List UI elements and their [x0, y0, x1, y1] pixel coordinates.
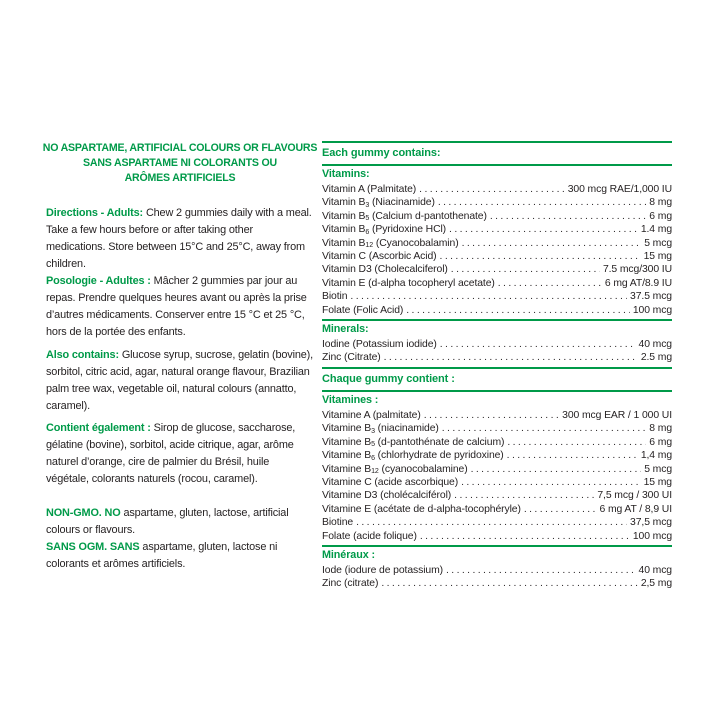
row-leader-dots	[507, 436, 646, 449]
row-value: 37.5 mcg	[630, 291, 672, 303]
row-name: Iodine (Potassium iodide)	[322, 339, 437, 351]
row-leader-dots	[419, 183, 565, 196]
left-column	[42, 141, 318, 573]
row-value: 1.4 mg	[640, 224, 672, 236]
row-name: Vitamine D3 (cholécalciférol)	[322, 490, 452, 502]
table-row	[322, 290, 672, 303]
row-value: 37,5 mcg	[630, 517, 672, 529]
row-leader-dots	[462, 237, 642, 250]
row-value: 5 mcg	[644, 463, 672, 475]
row-name: Vitamine C (acide ascorbique)	[322, 476, 459, 488]
row-name: Vitamin A (Palmitate)	[322, 184, 417, 195]
row-value: 6 mg AT / 8,9 UI	[599, 503, 672, 515]
row-name: Folate (acide folique)	[322, 530, 417, 542]
section-header: Minerals:	[322, 323, 369, 336]
row-leader-dots	[461, 476, 641, 489]
row-name: Biotine	[322, 517, 354, 529]
table-row	[322, 449, 672, 462]
panel-title: Each gummy contains:	[322, 147, 441, 159]
row-name: Vitamine $B_6$ (chlorhydrate de pyridoxine)	[322, 450, 504, 462]
table-row	[322, 277, 672, 290]
row-name: Folate (Folic Acid)	[322, 304, 404, 316]
row-name: Vitamin $B_6$ (Pyridoxine HCl)	[322, 224, 447, 236]
row-value: 7,5 mcg / 300 UI	[597, 490, 672, 502]
section-header: Vitamins:	[322, 168, 370, 180]
row-leader-dots	[381, 577, 637, 590]
section-rows	[322, 337, 672, 367]
table-row	[322, 183, 672, 196]
row-name: Vitamine E (acétate de d-alpha-tocophéryle)	[322, 503, 521, 515]
table-row	[322, 577, 672, 590]
table-row	[322, 409, 672, 422]
row-value: 300 mcg EAR / 1 000 UI	[562, 409, 672, 421]
row-leader-dots	[507, 449, 638, 462]
row-leader-dots	[440, 338, 636, 351]
directions-fr-paragraph	[46, 273, 314, 341]
table-row	[322, 436, 672, 449]
row-name: Biotin	[322, 291, 348, 303]
row-leader-dots	[454, 489, 594, 502]
no-aspartame-headline	[42, 141, 318, 186]
row-name: Vitamine $B_5$ (d-pantothénate de calcium)	[322, 436, 505, 449]
row-value: 2,5 mg	[640, 578, 672, 590]
table-row	[322, 237, 672, 250]
row-name: Zinc (Citrate)	[322, 352, 381, 364]
row-value: 6 mg	[649, 210, 672, 222]
paragraph-lead: SANS OGM. SANS	[46, 541, 140, 553]
row-value: 100 mcg	[632, 530, 672, 542]
row-value: 7.5 mcg/300 IU	[602, 264, 672, 276]
table-row	[322, 422, 672, 435]
row-leader-dots	[449, 223, 638, 236]
table-row	[322, 250, 672, 263]
row-leader-dots	[524, 503, 597, 516]
paragraph-lead: Directions - Adults:	[46, 207, 144, 219]
paragraph-lead: Contient également :	[46, 422, 151, 434]
directions-en-paragraph	[46, 205, 314, 273]
row-value: 8 mg	[649, 197, 672, 209]
row-value: 15 mg	[643, 251, 672, 263]
section-rows	[322, 408, 672, 545]
section-header: Minéraux :	[322, 548, 375, 561]
row-value: 1,4 mg	[640, 450, 672, 462]
table-row	[322, 530, 672, 543]
paragraph-lead: NON-GMO. NO	[46, 507, 121, 519]
row-name: Vitamine $B_{12}$ (cyanocobalamine)	[322, 463, 468, 476]
table-row	[322, 476, 672, 489]
row-value: 6 mg AT/8.9 IU	[604, 277, 672, 289]
row-value: 15 mg	[643, 476, 672, 488]
headline-line-fr-1: SANS ASPARTAME NI COLORANTS OU	[83, 157, 277, 169]
row-value: 40 mcg	[638, 339, 672, 351]
row-name: Vitamin C (Ascorbic Acid)	[322, 251, 437, 263]
paragraph-text: Glucose syrup, sucrose, gelatin (bovine), sorbitol, citric acid, agar, natural orange flavour, Brazilian palm tree wax, vegetable oil, natural colours (annatto, caramel).	[46, 349, 314, 412]
paragraph-text: Sirop de glucose, saccharose, gélatine (bovine), sorbitol, acide citrique, agar, arôme naturel d’orange, cire de palmier du Brésil, huile végétale, colorants naturels (rocou, caramel).	[46, 422, 296, 485]
table-row	[322, 516, 672, 529]
row-name: Vitamin $B_3$ (Niacinamide)	[322, 197, 435, 209]
contient-egalement-paragraph	[46, 420, 314, 488]
row-leader-dots	[498, 277, 602, 290]
row-value: 40 mcg	[638, 564, 672, 576]
paragraph-text: aspartame, gluten, lactose ni colorants et arômes artificiels.	[46, 541, 278, 570]
table-row	[322, 196, 672, 209]
headline-line-fr-2: ARÔMES ARTIFICIELS	[124, 172, 236, 184]
row-leader-dots	[384, 351, 638, 364]
table-row	[322, 338, 672, 351]
panel-title: Chaque gummy contient :	[322, 372, 455, 385]
paragraph-text: Chew 2 gummies daily with a meal. Take a few hours before or after taking other medications. Store between 15°C and 25°C, away from children.	[46, 207, 312, 270]
headline-line-en: NO ASPARTAME, ARTIFICIAL COLOURS OR FLAVOURS	[42, 142, 318, 154]
table-row	[322, 489, 672, 502]
also-contains-paragraph	[46, 347, 314, 415]
section-rows	[322, 182, 672, 319]
paragraph-text: Mâcher 2 gummies par jour au repas. Prendre quelques heures avant ou après la prise d’autres médicaments. Conserver entre 15 °C et 25 °C, hors de la portée des enfants.	[46, 275, 307, 338]
row-name: Vitamin D3 (Cholecalciferol)	[322, 264, 448, 276]
row-leader-dots	[438, 196, 646, 209]
row-value: 5 mcg	[644, 237, 672, 249]
table-row	[322, 263, 672, 276]
row-leader-dots	[490, 210, 646, 223]
paragraph-lead: Also contains:	[46, 349, 119, 361]
non-gmo-en-paragraph	[46, 505, 314, 539]
table-row	[322, 351, 672, 364]
paragraph-text: aspartame, gluten, lactose, artificial colours or flavours.	[46, 507, 289, 536]
table-row	[322, 304, 672, 317]
paragraph-lead: Posologie - Adultes :	[46, 275, 151, 287]
row-leader-dots	[442, 422, 647, 435]
row-name: Iode (iodure de potassium)	[322, 564, 444, 576]
non-gmo-fr-paragraph	[46, 539, 314, 573]
row-leader-dots	[356, 516, 627, 529]
row-value: 300 mcg RAE/1,000 IU	[567, 184, 672, 195]
row-leader-dots	[440, 250, 641, 263]
table-row	[322, 210, 672, 223]
row-name: Zinc (citrate)	[322, 578, 379, 590]
row-leader-dots	[406, 304, 630, 317]
nutrition-panel	[322, 141, 672, 593]
row-name: Vitamin $B_5$ (Calcium d-pantothenate)	[322, 210, 487, 223]
row-name: Vitamine $B_3$ (niacinamide)	[322, 423, 439, 435]
table-row	[322, 223, 672, 236]
row-name: Vitamin $B_{12}$ (Cyanocobalamin)	[322, 237, 459, 250]
row-leader-dots	[471, 463, 642, 476]
table-row	[322, 463, 672, 476]
section-rows	[322, 563, 672, 593]
row-value: 6 mg	[649, 436, 672, 448]
row-value: 8 mg	[649, 423, 672, 435]
row-leader-dots	[446, 564, 636, 577]
row-name: Vitamine A (palmitate)	[322, 409, 421, 421]
table-row	[322, 503, 672, 516]
table-row	[322, 564, 672, 577]
row-leader-dots	[420, 530, 630, 543]
row-name: Vitamin E (d-alpha tocopheryl acetate)	[322, 277, 495, 289]
row-value: 2.5 mg	[640, 352, 672, 364]
row-leader-dots	[350, 290, 627, 303]
row-leader-dots	[451, 263, 600, 276]
section-header: Vitamines :	[322, 393, 379, 406]
row-value: 100 mcg	[632, 304, 672, 316]
row-leader-dots	[424, 409, 559, 422]
